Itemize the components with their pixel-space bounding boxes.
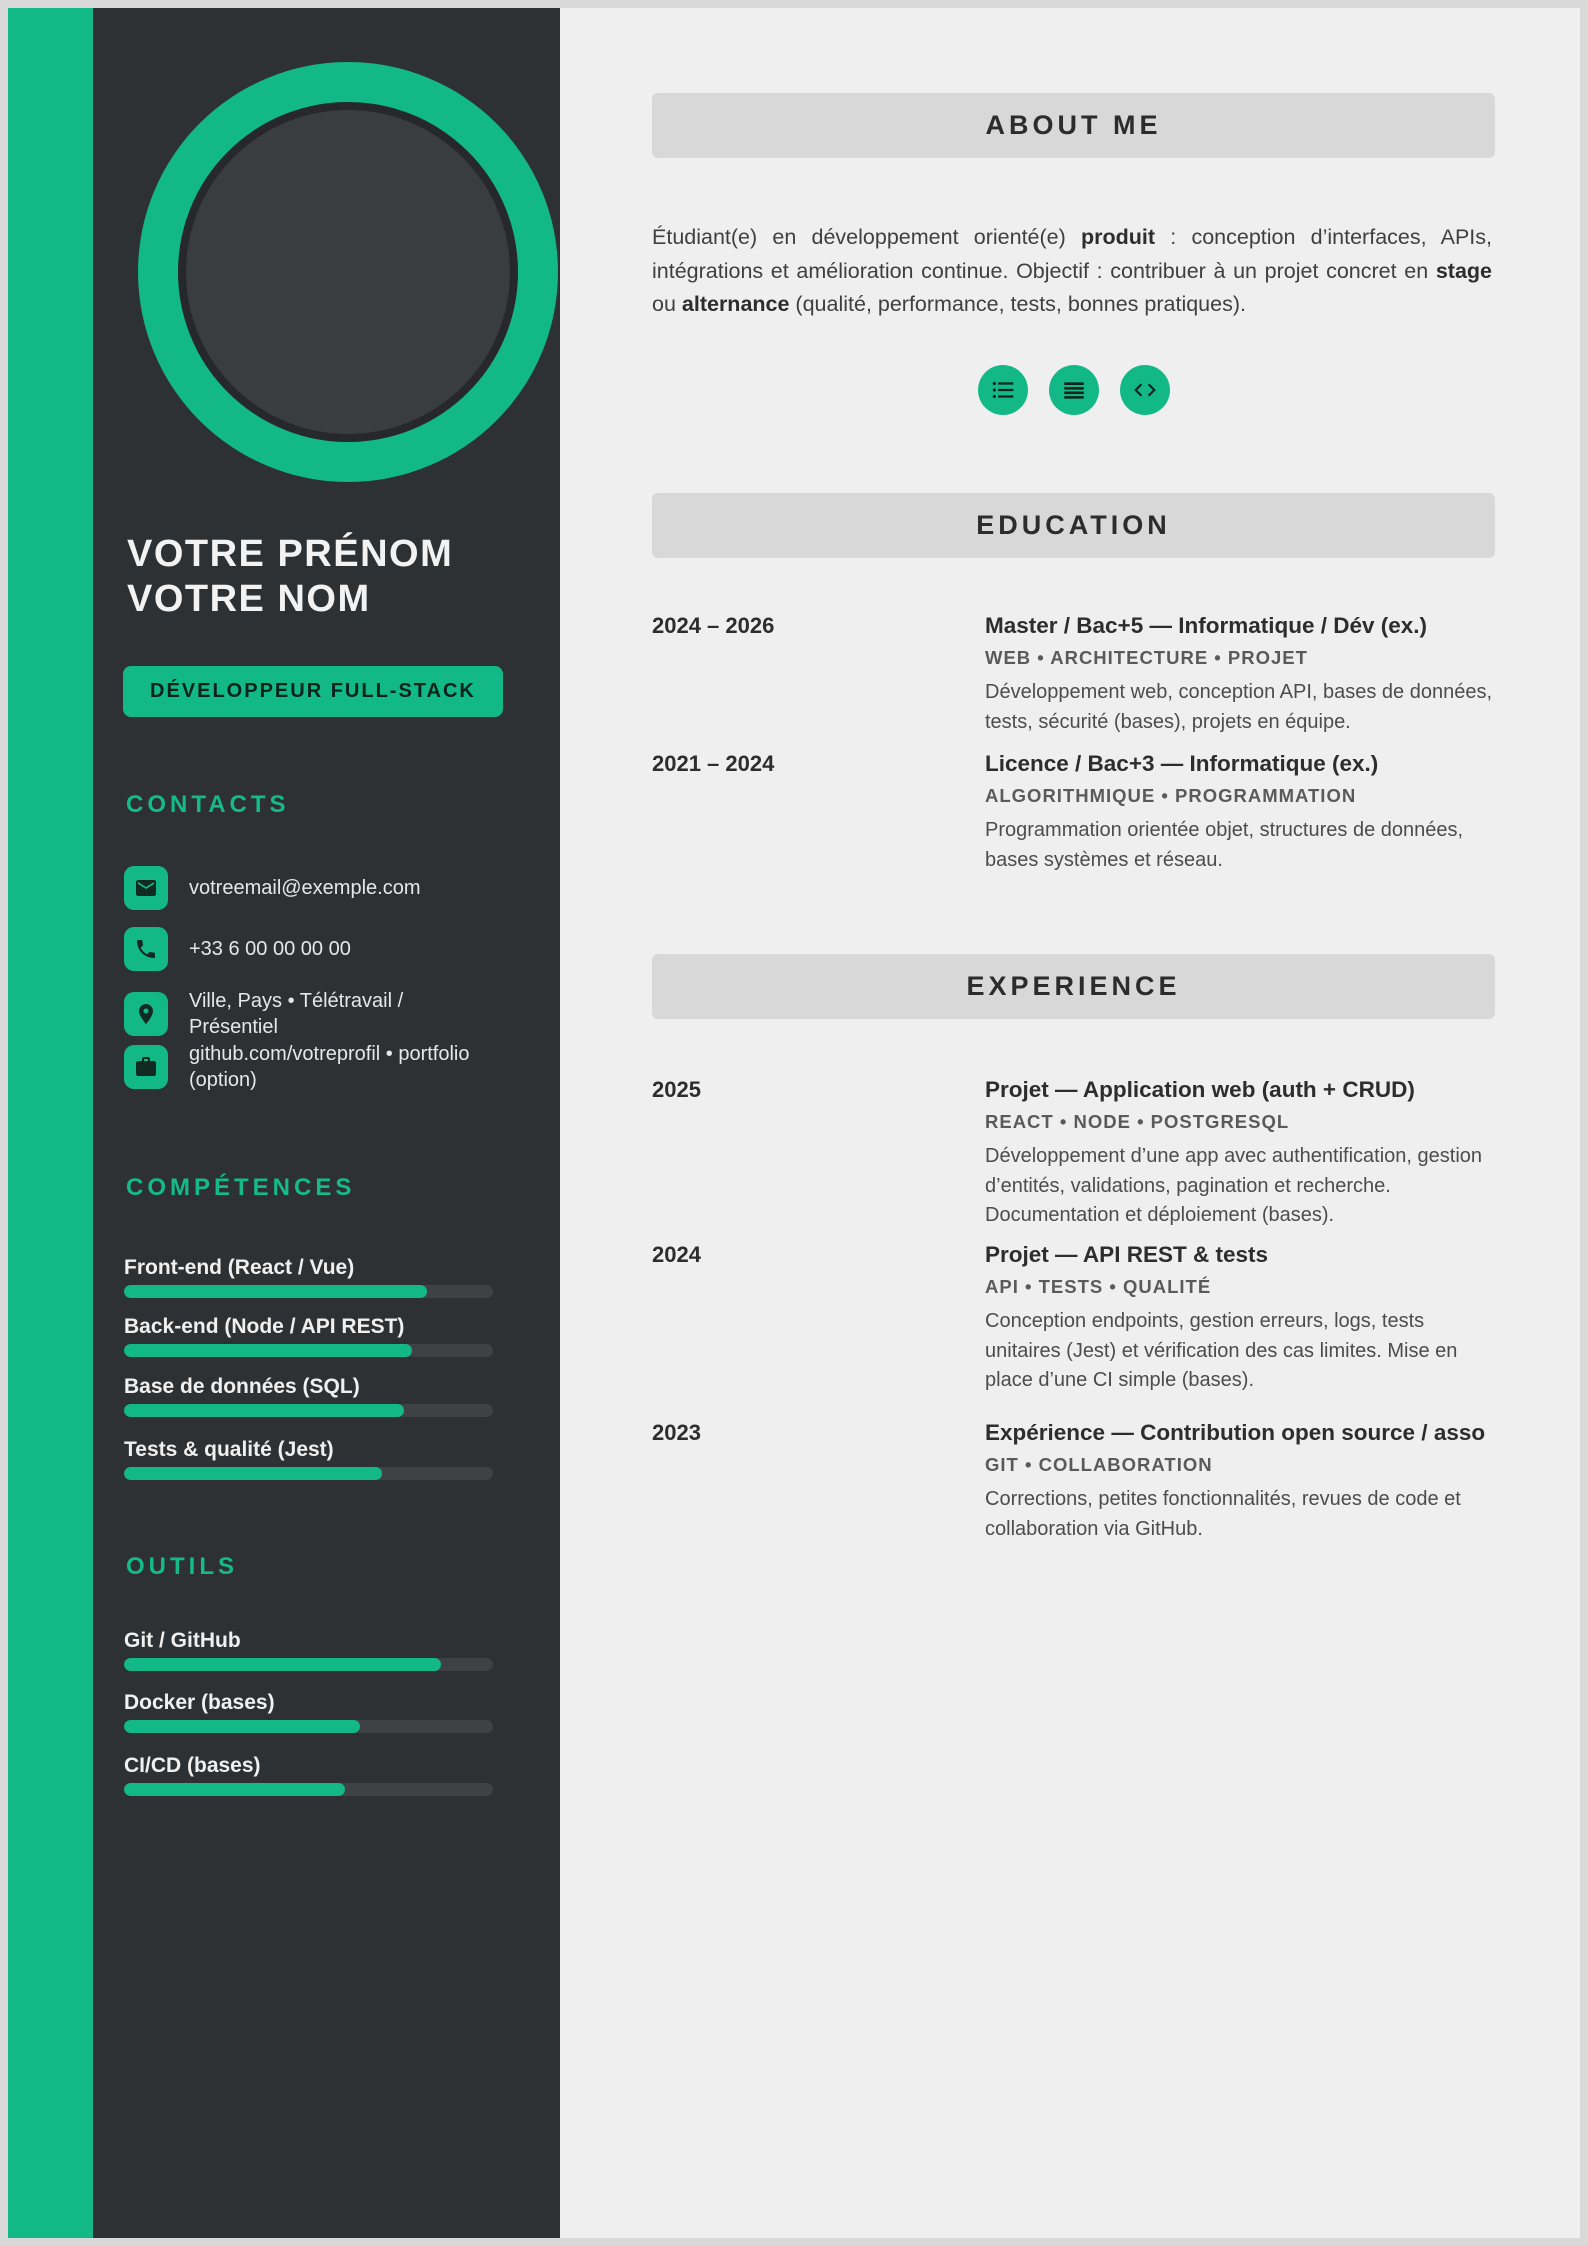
entry-tags: ALGORITHMIQUE • PROGRAMMATION bbox=[985, 785, 1357, 806]
experience-section-title: EXPERIENCE bbox=[966, 971, 1181, 1001]
entry-period: 2024 bbox=[652, 1242, 701, 1267]
about-section-header bbox=[652, 93, 1495, 158]
entry-title: Projet — API REST & tests bbox=[985, 1242, 1268, 1267]
skills-heading: COMPÉTENCES bbox=[126, 1174, 356, 1201]
education-section-title: EDUCATION bbox=[976, 510, 1171, 540]
tool-label: Docker (bases) bbox=[124, 1691, 275, 1714]
entry-detail bbox=[985, 1419, 1495, 1544]
contacts-heading: CONTACTS bbox=[126, 791, 290, 818]
contact-github-text: github.com/votreprofil • portfolio (option) bbox=[189, 1043, 470, 1091]
skill-label: Tests & qualité (Jest) bbox=[124, 1438, 334, 1461]
tools-heading: OUTILS bbox=[126, 1553, 238, 1580]
education-entry bbox=[652, 750, 1495, 875]
contact-phone-text: +33 6 00 00 00 00 bbox=[189, 938, 351, 960]
experience-entry bbox=[652, 1076, 1495, 1231]
entry-description: Programmation orientée objet, structures de données, bases systèmes et réseau. bbox=[985, 819, 1464, 871]
entry-period: 2021 – 2024 bbox=[652, 751, 775, 776]
entry-tags: GIT • COLLABORATION bbox=[985, 1454, 1213, 1475]
entry-title: Licence / Bac+3 — Informatique (ex.) bbox=[985, 751, 1379, 776]
entry-title: Master / Bac+5 — Informatique / Dév (ex.) bbox=[985, 613, 1428, 638]
last-name: VOTRE NOM bbox=[127, 578, 371, 620]
entry-title: Projet — Application web (auth + CRUD) bbox=[985, 1077, 1415, 1102]
entry-period: 2023 bbox=[652, 1420, 701, 1445]
entry-tags: REACT • NODE • POSTGRESQL bbox=[985, 1111, 1290, 1132]
education-section-header bbox=[652, 493, 1495, 558]
entry-period: 2025 bbox=[652, 1077, 701, 1102]
tool-label: Git / GitHub bbox=[124, 1629, 241, 1652]
entry-description: Conception endpoints, gestion erreurs, logs, tests unitaires (Jest) et vérification des cas limites. Mise en place d’une CI simple (bases). bbox=[985, 1310, 1458, 1391]
skill-label: Front-end (React / Vue) bbox=[124, 1256, 355, 1279]
entry-detail bbox=[985, 1241, 1495, 1396]
entry-period: 2024 – 2026 bbox=[652, 613, 775, 638]
about-icons bbox=[652, 365, 1495, 415]
contact-email-text: votreemail@exemple.com bbox=[189, 877, 421, 899]
tool-label: CI/CD (bases) bbox=[124, 1754, 261, 1777]
education-entry bbox=[652, 612, 1495, 737]
experience-entry bbox=[652, 1241, 1495, 1396]
about-section-title: ABOUT ME bbox=[985, 110, 1162, 140]
skill-label: Back-end (Node / API REST) bbox=[124, 1315, 405, 1338]
entry-detail bbox=[985, 612, 1495, 737]
entry-title: Expérience — Contribution open source / asso bbox=[985, 1420, 1486, 1445]
role-badge: DÉVELOPPEUR FULL-STACK bbox=[123, 666, 503, 717]
entry-description: Corrections, petites fonctionnalités, revues de code et collaboration via GitHub. bbox=[985, 1488, 1461, 1540]
entry-tags: WEB • ARCHITECTURE • PROJET bbox=[985, 647, 1308, 668]
experience-section-header bbox=[652, 954, 1495, 1019]
skill-label: Base de données (SQL) bbox=[124, 1375, 360, 1398]
entry-description: Développement d’une app avec authentification, gestion d’entités, validations, pagination et recherche. Documentation et déploiement (bases). bbox=[985, 1145, 1483, 1226]
code-icon bbox=[1120, 365, 1170, 415]
bullet-list-icon bbox=[978, 365, 1028, 415]
entry-detail bbox=[985, 750, 1495, 875]
first-name: VOTRE PRÉNOM bbox=[127, 533, 454, 575]
experience-entry bbox=[652, 1419, 1495, 1544]
justify-lines-icon bbox=[1049, 365, 1099, 415]
about-paragraph: Étudiant(e) en développement orienté(e) produit : conception d’interfaces, APIs, intégrations et amélioration continue. Objectif : contribuer à un projet concret en stage ou alternance (qualité, performance, tests, bonnes pratiques). bbox=[652, 225, 1492, 316]
entry-detail bbox=[985, 1076, 1495, 1231]
contact-location-text: Ville, Pays • Télétravail / Présentiel bbox=[189, 990, 404, 1038]
entry-description: Développement web, conception API, bases de données, tests, sécurité (bases), projets en équipe. bbox=[985, 681, 1493, 733]
entry-tags: API • TESTS • QUALITÉ bbox=[985, 1276, 1212, 1297]
